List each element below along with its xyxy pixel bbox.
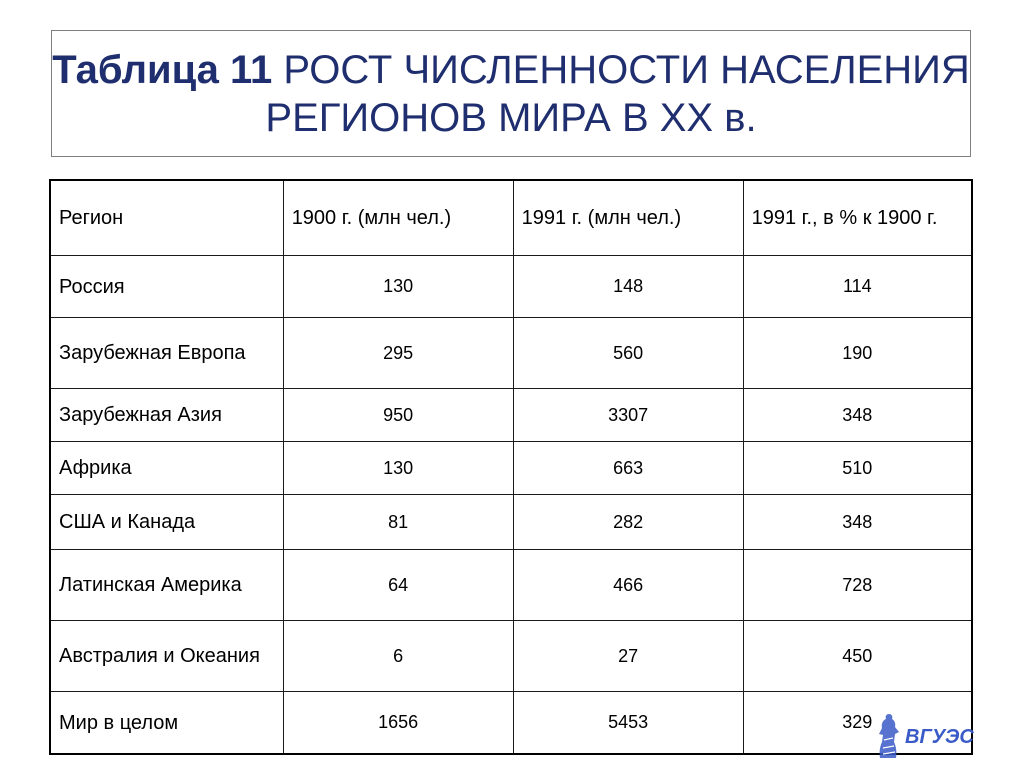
percent-cell: 510 [743,442,972,495]
table-row [50,550,972,621]
value-1991-cell: 148 [513,256,743,318]
table-row [50,621,972,692]
value-1991-cell: 27 [513,621,743,692]
statue-icon [879,714,899,758]
table-header-row [50,180,972,256]
value-1900-cell: 130 [283,256,513,318]
table-row [50,692,972,755]
percent-cell: 450 [743,621,972,692]
value-1991-cell: 3307 [513,389,743,442]
value-1900-cell: 6 [283,621,513,692]
header-1991: 1991 г. (млн чел.) [513,180,743,256]
region-cell: Африка [50,442,283,495]
value-1900-cell: 81 [283,495,513,550]
header-region: Регион [50,180,283,256]
region-cell: Мир в целом [50,692,283,755]
title-number: Таблица 11 [52,47,273,92]
region-cell: Россия [50,256,283,318]
region-cell: США и Канада [50,495,283,550]
population-table [49,179,973,755]
value-1991-cell: 466 [513,550,743,621]
value-1900-cell: 295 [283,318,513,389]
percent-cell: 114 [743,256,972,318]
table-row [50,495,972,550]
table-row [50,256,972,318]
university-logo [869,710,989,762]
value-1991-cell: 560 [513,318,743,389]
header-1900: 1900 г. (млн чел.) [283,180,513,256]
slide-title [52,46,970,142]
percent-cell: 190 [743,318,972,389]
region-cell: Зарубежная Европа [50,318,283,389]
percent-cell: 348 [743,389,972,442]
value-1991-cell: 663 [513,442,743,495]
percent-cell: 329 [743,692,972,755]
table-row [50,389,972,442]
percent-cell: 728 [743,550,972,621]
title-caption: РОСТ ЧИСЛЕННОСТИ НАСЕЛЕНИЯ РЕГИОНОВ МИРА В XX в. [265,47,970,140]
logo-text: ВГУЭС [905,726,974,748]
value-1991-cell: 5453 [513,692,743,755]
region-cell: Австралия и Океания [50,621,283,692]
value-1900-cell: 1656 [283,692,513,755]
value-1991-cell: 282 [513,495,743,550]
region-cell: Зарубежная Азия [50,389,283,442]
table-row [50,318,972,389]
percent-cell: 348 [743,495,972,550]
table-row [50,442,972,495]
value-1900-cell: 64 [283,550,513,621]
header-percent: 1991 г., в % к 1900 г. [743,180,972,256]
value-1900-cell: 950 [283,389,513,442]
value-1900-cell: 130 [283,442,513,495]
region-cell: Латинская Америка [50,550,283,621]
title-box [51,30,971,157]
